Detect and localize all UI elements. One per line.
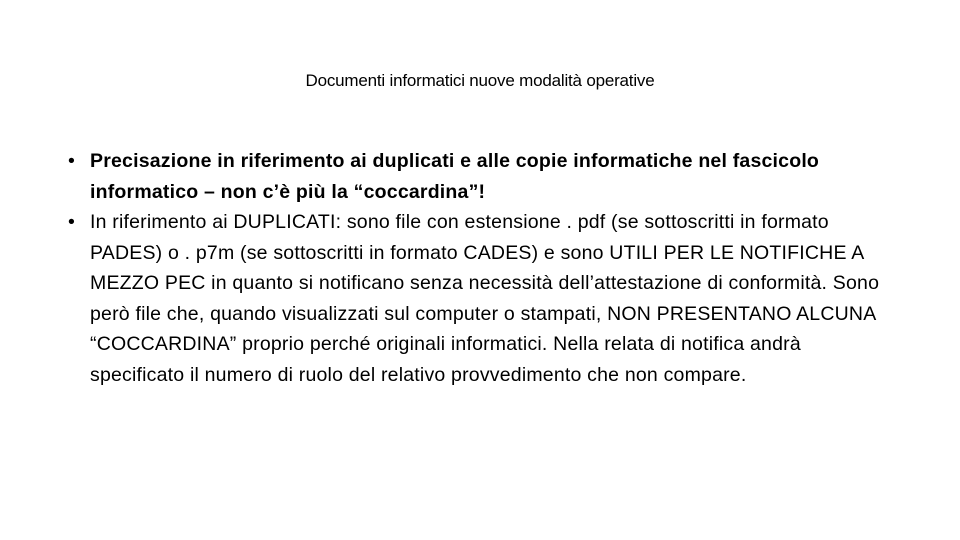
- bullet-icon: •: [68, 211, 76, 233]
- bullet-item-duplicates-copies: [68, 146, 898, 207]
- bullet-item-duplicati-details: [68, 207, 898, 390]
- bullet-text: In riferimento ai DUPLICATI: sono file con estensione . pdf (se sottoscritti in formato PADES) o . p7m (se sottoscritti in formato CADES) e sono UTILI PER LE NOTIFICHE A MEZZO PEC in quanto si notificano senza necessità dell’attestazione di conformità. Sono però file che, quando visualizzati sul computer o stampati, NON PRESENTANO ALCUNA “COCCARDINA” proprio perché originali informatici. Nella relata di notifica andrà specificato il numero di ruolo del relativo provvedimento che non compare.: [90, 211, 880, 386]
- bullet-icon: •: [68, 150, 76, 172]
- bullet-text: Precisazione in riferimento ai duplicati e alle copie informatiche nel fascicolo informatico – non c’è più la “coccardina”!: [90, 150, 820, 203]
- slide-title: Documenti informatici nuove modalità operative: [305, 71, 655, 90]
- bullet-list: [68, 146, 898, 390]
